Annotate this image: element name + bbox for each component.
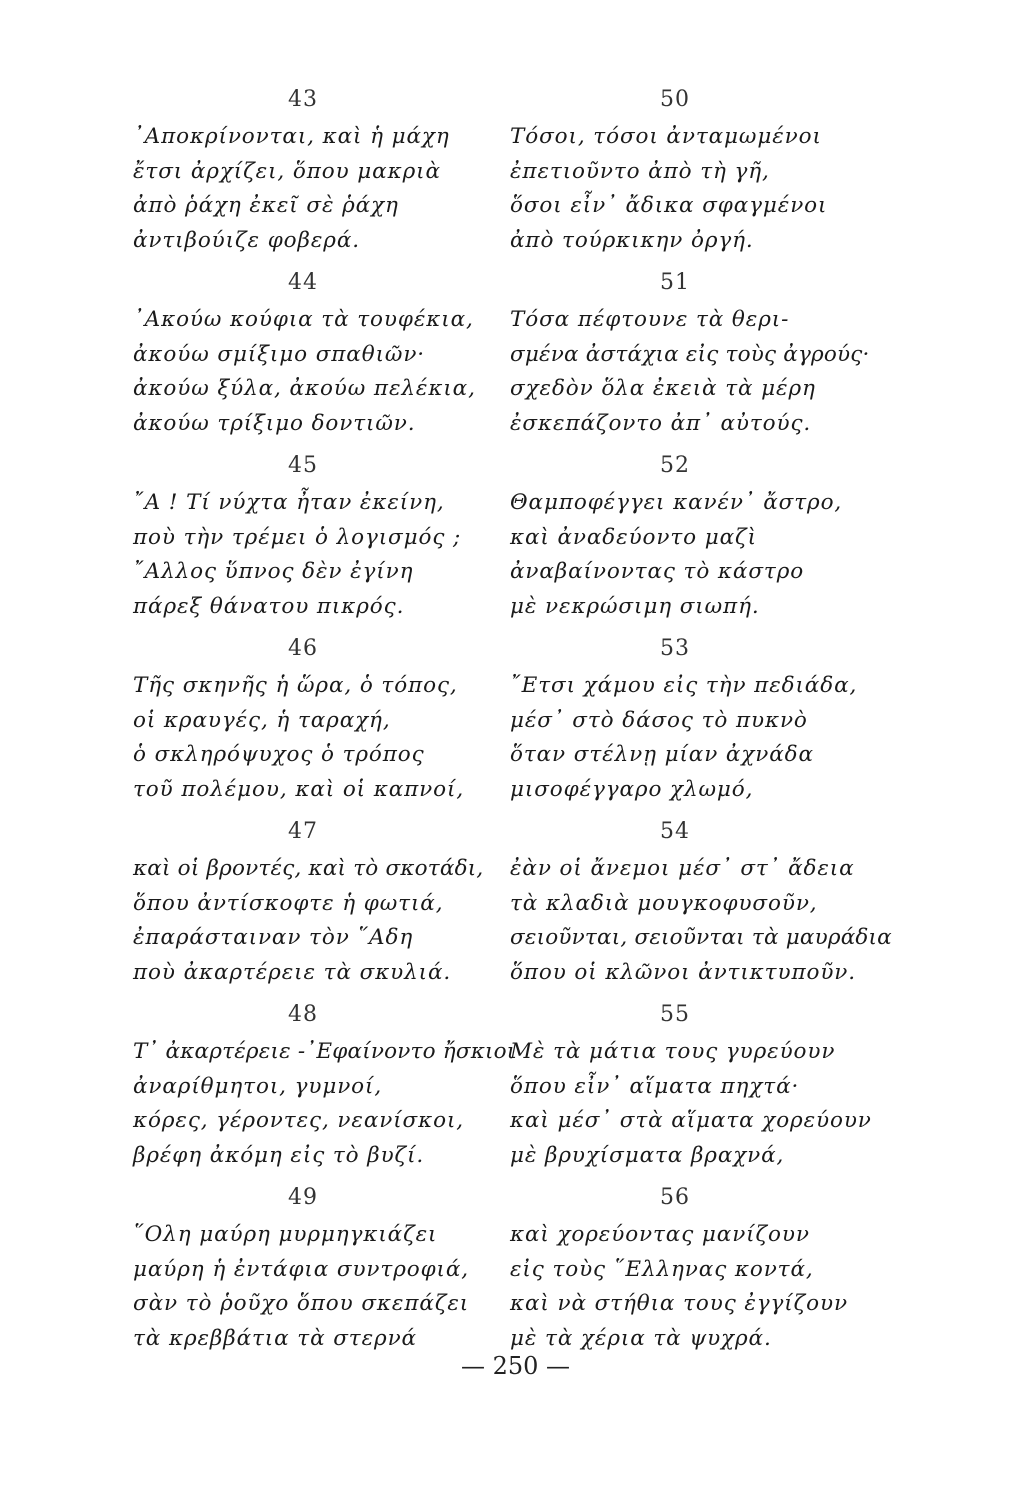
stanza (510, 1178, 890, 1361)
verse-line: μὲ νεκρώσιμη σιωπή. (510, 593, 760, 619)
verse-line: καὶ ἀναδεύοντο μαζὶ (510, 524, 757, 550)
stanza (133, 80, 513, 263)
verse-line: τὰ κλαδιὰ μουγκοφυσοῦν, (510, 890, 818, 916)
verse-line: ὅπου ἀντίσκοφτε ἡ φωτιά, (133, 890, 444, 916)
verse-line: πάρεξ θάνατου πικρός. (133, 593, 405, 619)
verse-line: Τόσοι, τόσοι ἀνταμωμένοι (510, 124, 822, 149)
stanza (133, 1178, 513, 1361)
verse-line: σμένα ἀστάχια εἰς τοὺς ἀγρούς· (510, 341, 870, 367)
verse-line: ἐσκεπάζοντο ἀπ᾿ αὐτούς. (510, 410, 812, 436)
stanza (133, 995, 516, 1178)
verse-line: ἐὰν οἱ ἄνεμοι μέσ᾿ στ᾿ ἄδεια (510, 856, 855, 881)
verse-line: σειοῦνται, σειοῦνται τὰ μαυράδια (510, 925, 892, 950)
verse-line: ἀκούω τρίξιμο δοντιῶν. (133, 410, 416, 436)
verse-line: μὲ τὰ χέρια τὰ ψυχρά. (510, 1325, 772, 1351)
verse-line: ὅπου εἶν᾿ αἵματα πηχτά· (510, 1073, 800, 1099)
verse-line: ἐπαράσταιναν τὸν ῞Αδη (133, 925, 414, 950)
verse-line: σχεδὸν ὅλα ἐκειὰ τὰ μέρη (510, 376, 816, 401)
verse-line: τοῦ πολέμου, καὶ οἱ καπνοί, (133, 776, 465, 802)
stanza (510, 446, 890, 629)
stanza (133, 263, 513, 446)
verse-line: σὰν τὸ ῥοῦχο ὅπου σκεπάζει (133, 1291, 470, 1316)
verse-line: μισοφέγγαρο χλωμό, (510, 776, 754, 802)
verse-line: μέσ᾿ στὸ δάσος τὸ πυκνὸ (510, 707, 808, 733)
verse-line: μὲ βρυχίσματα βραχνά, (510, 1142, 785, 1168)
verse-line: βρέφη ἀκόμη εἰς τὸ βυζί. (133, 1142, 425, 1168)
right-column (510, 80, 890, 1361)
verse-line: Μὲ τὰ μάτια τους γυρεύουν (510, 1039, 836, 1064)
verse-line: ποὺ ἀκαρτέρειε τὰ σκυλιά. (133, 959, 452, 985)
verse-line: Θαμποφέγγει κανέν᾿ ἄστρο, (510, 490, 843, 515)
verse-line: ἀντιβούιζε φοβερά. (133, 227, 360, 253)
stanza-number: 50 (660, 87, 690, 112)
verse-line: ἔτσι ἀρχίζει, ὅπου μακριὰ (133, 158, 441, 184)
stanza-number: 52 (660, 453, 690, 478)
verse-line: Τῆς σκηνῆς ἡ ὥρα, ὁ τόπος, (133, 673, 458, 698)
verse-line: κόρες, γέροντες, νεανίσκοι, (133, 1108, 465, 1133)
verse-line: Τ᾿ ἀκαρτέρειε -᾿Εφαίνοντο ἤσκιοι (133, 1039, 516, 1064)
verse-line: ἀναρίθμητοι, γυμνοί, (133, 1073, 383, 1099)
stanza-number: 43 (288, 87, 318, 112)
stanza (133, 812, 513, 995)
verse-line: ὅσοι εἶν᾿ ἄδικα σφαγμένοι (510, 193, 828, 218)
verse-line: ὅταν στέλνῃ μίαν ἀχνάδα (510, 742, 814, 767)
verse-line: ᾿Αποκρίνονται, καὶ ἡ μάχη (133, 124, 450, 149)
stanza (510, 80, 890, 263)
verse-line: ἀπὸ ῥάχη ἐκεῖ σὲ ῥάχη (133, 193, 399, 218)
verse-line: ὅπου οἱ κλῶνοι ἀντικτυποῦν. (510, 959, 856, 985)
stanza-number: 45 (288, 453, 318, 478)
verse-line: καὶ χορεύοντας μανίζουν (510, 1222, 810, 1247)
verse-line: καὶ οἱ βροντές, καὶ τὸ σκοτάδι, (133, 856, 484, 881)
stanza-number: 55 (660, 1002, 690, 1027)
verse-line: ῎Ετσι χάμου εἰς τὴν πεδιάδα, (510, 673, 858, 698)
stanza (510, 995, 890, 1178)
verse-line: ἀκούω ξύλα, ἀκούω πελέκια, (133, 376, 476, 401)
verse-line: καὶ νὰ στήθια τους ἐγγίζουν (510, 1291, 848, 1316)
verse-line: ἀναβαίνοντας τὸ κάστρο (510, 559, 805, 584)
verse-line: οἱ κραυγές, ἡ ταραχή, (133, 707, 391, 733)
stanza-number: 44 (288, 270, 318, 295)
stanza (133, 629, 513, 812)
verse-line: καὶ μέσ᾿ στὰ αἵματα χορεύουν (510, 1108, 872, 1133)
verse-line: ῎Αλλος ὕπνος δὲν ἐγίνη (133, 559, 414, 584)
stanza (510, 812, 890, 995)
stanza-number: 48 (288, 1002, 318, 1027)
verse-line: ὁ σκληρόψυχος ὁ τρόπος (133, 742, 425, 767)
verse-line: εἰς τοὺς ῞Ελληνας κοντά, (510, 1256, 814, 1282)
stanza-number: 51 (660, 270, 690, 295)
verse-line: ἐπετιοῦντο ἀπὸ τὴ γῆ, (510, 158, 770, 184)
verse-line: μαύρη ἡ ἐντάφια συντροφιά, (133, 1256, 470, 1282)
stanza-number: 46 (288, 636, 318, 661)
stanza-number: 56 (660, 1185, 690, 1210)
verse-line: τὰ κρεββάτια τὰ στερνά (133, 1325, 417, 1351)
verse-line: ᾿Ακούω κούφια τὰ τουφέκια, (133, 307, 474, 332)
verse-line: ῎Α ! Τί νύχτα ἦταν ἐκείνη, (133, 490, 445, 515)
stanza (510, 263, 890, 446)
stanza-number: 47 (288, 819, 318, 844)
verse-line: ἀπὸ τούρκικην ὀργή. (510, 227, 754, 253)
stanza-number: 54 (660, 819, 690, 844)
stanza (510, 629, 890, 812)
stanza-number: 53 (660, 636, 690, 661)
verse-line: Τόσα πέφτουνε τὰ θερι- (510, 307, 790, 332)
verse-line: ἀκούω σμίξιμο σπαθιῶν· (133, 341, 426, 367)
verse-line: ῞Ολη μαύρη μυρμηγκιάζει (133, 1222, 438, 1247)
stanza-number: 49 (288, 1185, 318, 1210)
stanza (133, 446, 513, 629)
page-number: — 250 — (460, 1352, 571, 1380)
left-column (133, 80, 516, 1361)
verse-line: ποὺ τὴν τρέμει ὁ λογισμός ; (133, 524, 462, 550)
